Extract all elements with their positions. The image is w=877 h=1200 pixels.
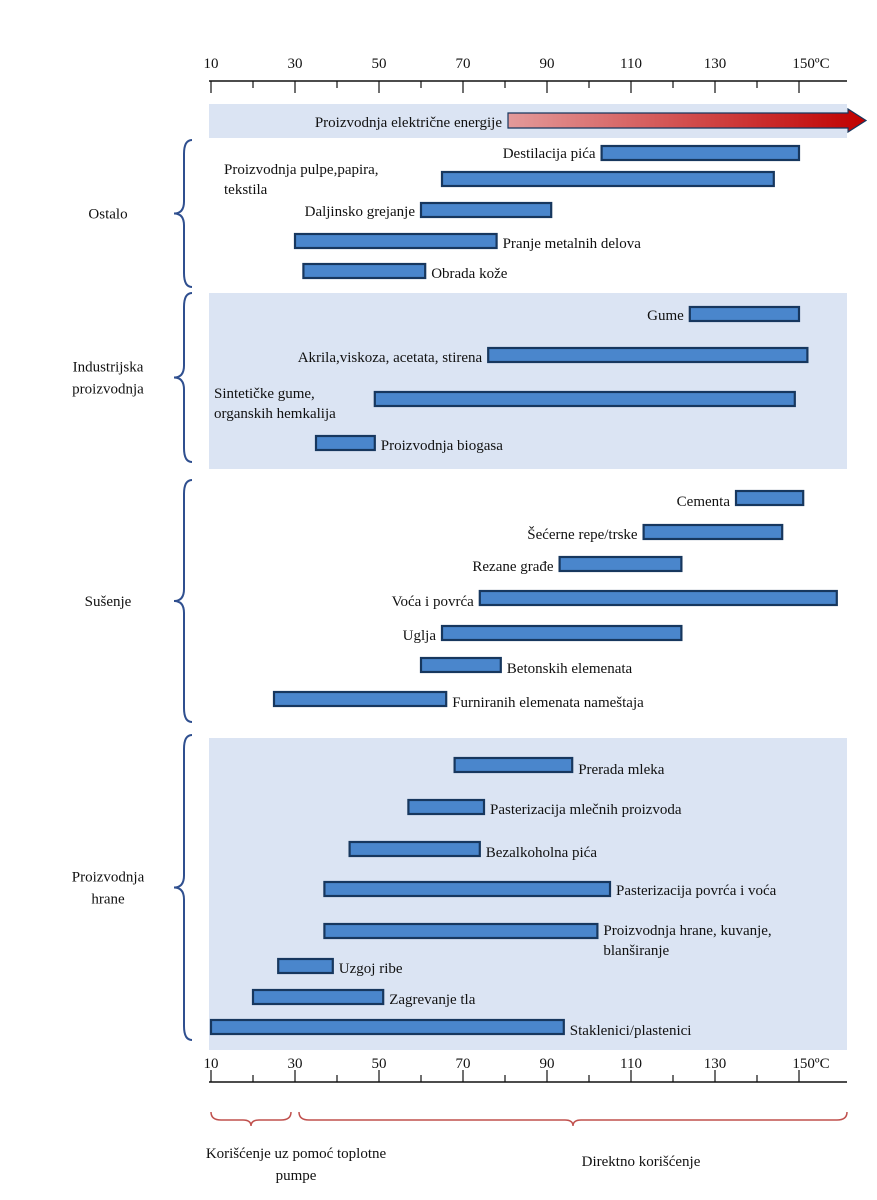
tick-label: 130 xyxy=(703,1056,727,1072)
range-bar xyxy=(442,172,774,186)
tick-label: 50 xyxy=(371,56,387,72)
range-bar xyxy=(644,525,783,539)
range-bar xyxy=(324,924,597,938)
bar-label: Staklenici/plastenici xyxy=(569,1023,692,1039)
range-bar xyxy=(274,692,446,706)
group-label: Proizvodnja hrane xyxy=(71,869,145,908)
range-bar xyxy=(736,491,803,505)
range-bar xyxy=(295,234,497,248)
bar-label: Uglja xyxy=(402,628,436,644)
range-bar xyxy=(455,758,573,772)
range-bar xyxy=(303,264,425,278)
bar-label: Pasterizacija mlečnih proizvoda xyxy=(490,802,682,818)
range-bar xyxy=(421,658,501,672)
bar-label: Pranje metalnih delova xyxy=(502,236,641,252)
tick-label: 30 xyxy=(287,56,303,72)
range-bar xyxy=(560,557,682,571)
tick-label: 150ºC xyxy=(792,1056,830,1072)
bar-label: Bezalkoholna pića xyxy=(485,845,598,861)
bar-label: Proizvodnja pulpe,papira, tekstila xyxy=(224,162,379,198)
tick-label: 10 xyxy=(203,1056,219,1072)
electricity-arrow xyxy=(508,109,866,132)
usage-brace xyxy=(299,1112,847,1126)
tick-label: 110 xyxy=(620,56,642,72)
bar-label: Proizvodnja hrane, kuvanje, blanširanje xyxy=(603,923,772,959)
bar-label: Uzgoj ribe xyxy=(338,961,403,977)
group-brace xyxy=(174,735,192,1040)
tick-label: 10 xyxy=(203,56,219,72)
usage-brace xyxy=(211,1112,291,1126)
bar-label: Akrila,viskoza, acetata, stirena xyxy=(297,350,483,366)
bar-label: Gume xyxy=(647,308,684,324)
tick-label: 110 xyxy=(620,1056,642,1072)
bar-label: Rezane građe xyxy=(472,559,554,575)
range-bar xyxy=(480,591,837,605)
tick-label: 70 xyxy=(455,56,471,72)
group-label: Ostalo xyxy=(88,206,128,223)
bar-label: Cementa xyxy=(676,494,730,510)
tick-label: 130 xyxy=(703,56,727,72)
group-brace xyxy=(174,140,192,287)
bar-label: Zagrevanje tla xyxy=(389,992,476,1008)
range-bar xyxy=(602,146,799,160)
top-temperature-axis xyxy=(204,56,848,93)
bottom-temperature-axis xyxy=(204,1056,848,1082)
group-brace xyxy=(174,293,192,462)
direct-use-label: Direktno korišćenje xyxy=(581,1154,701,1170)
range-bar xyxy=(324,882,610,896)
bar-label: Furniranih elemenata nameštaja xyxy=(452,695,644,711)
range-bar xyxy=(408,800,484,814)
bar-label: Obrada kože xyxy=(431,266,508,282)
range-bar xyxy=(442,626,681,640)
range-bar xyxy=(316,436,375,450)
group-braces xyxy=(72,140,192,1040)
bar-label: Prerada mleka xyxy=(578,762,665,778)
electricity-label: Proizvodnja električne energije xyxy=(314,115,502,131)
range-bar xyxy=(253,990,383,1004)
bar-label: Pasterizacija povrća i voća xyxy=(616,883,777,899)
bar-label: Destilacija pića xyxy=(502,146,596,162)
range-bar xyxy=(350,842,480,856)
heat-pump-label: Korišćenje uz pomoć toplotne pumpe xyxy=(205,1146,387,1184)
range-bar xyxy=(211,1020,564,1034)
bar-label: Voća i povrća xyxy=(391,594,474,610)
tick-label: 70 xyxy=(455,1056,471,1072)
tick-label: 90 xyxy=(539,56,555,72)
group-label: Industrijska proizvodnja xyxy=(72,359,144,398)
tick-label: 30 xyxy=(287,1056,303,1072)
tick-label: 90 xyxy=(539,1056,555,1072)
range-bar xyxy=(375,392,795,406)
bar-label: Proizvodnja biogasa xyxy=(380,438,503,454)
bar-label: Šećerne repe/trske xyxy=(527,527,638,543)
tick-label: 50 xyxy=(371,1056,387,1072)
group-label: Sušenje xyxy=(84,594,132,610)
bar-label: Betonskih elemenata xyxy=(506,661,633,677)
range-bar xyxy=(421,203,551,217)
range-bar xyxy=(690,307,799,321)
range-bar xyxy=(278,959,333,973)
tick-label: 150ºC xyxy=(792,56,830,72)
bar-label: Daljinsko grejanje xyxy=(304,204,415,220)
bar-label: Sintetičke gume, organskih hemkalija xyxy=(214,386,336,422)
group-brace xyxy=(174,480,192,722)
range-bar xyxy=(488,348,807,362)
usage-mode-braces xyxy=(206,1112,847,1184)
